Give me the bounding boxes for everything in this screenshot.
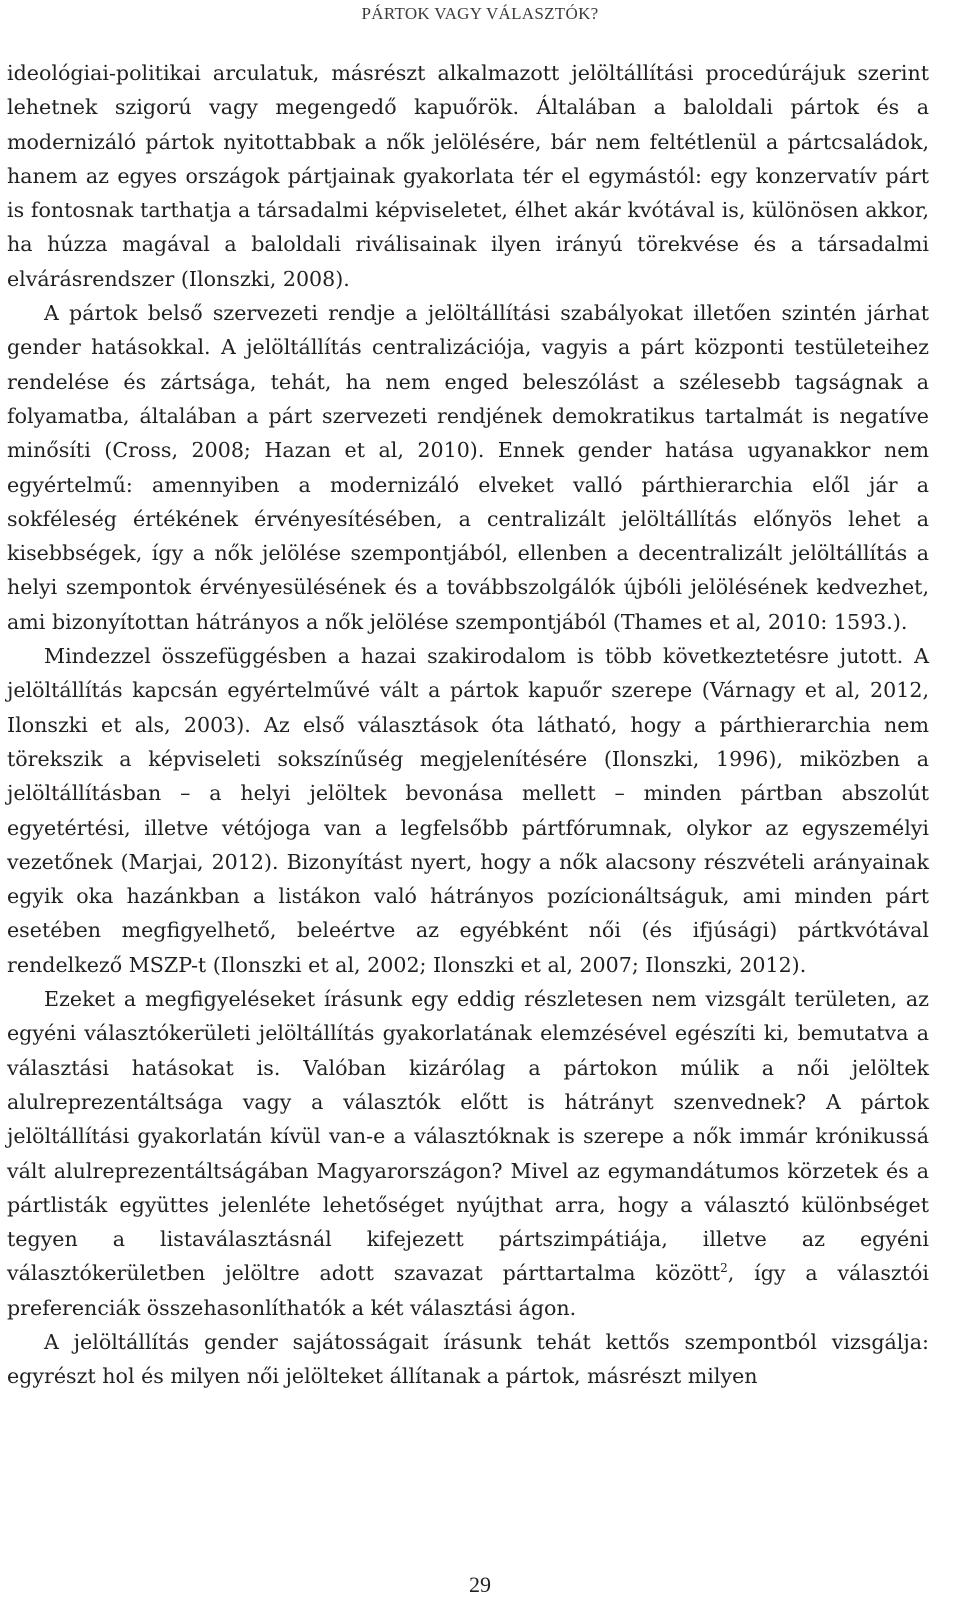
paragraph-4 — [7, 982, 929, 1325]
paragraph-4-text-after: , így a választói preferenciák összehasonlíthatók a két választási ágon. — [7, 1261, 929, 1320]
paragraph-4-text: Ezeket a megfigyeléseket írásunk egy eddig részletesen nem vizsgált területen, az egyéni választókerületi jelöltállítás gyakorlatának elemzésével egészíti ki, bemutatva a választási hatásokat is. Valóban kizárólag a pártokon múlik a női jelöltek alulreprezentáltsága vagy a választók előtt is hátrányt szenvednek? A pártok jelöltállítási gyakorlatán kívül van-e a választóknak is szerepe a nők immár krónikussá vált alulreprezentáltságában Magyarországon? Mivel az egymandátumos körzetek és a pártlisták együttes jelenléte lehetőséget nyújthat arra, hogy a választó különbséget tegyen a listaválasztásnál kifejezett pártszimpátiája, illetve az egyéni választókerületben jelöltre adott szavazat párttartalma között — [7, 987, 929, 1286]
paragraph-3: Mindezzel összefüggésben a hazai szakirodalom is több következtetésre jutott. A jelöltállítás kapcsán egyértelművé vált a pártok kapuőr szerepe (Várnagy et al, 2012, Ilonszki et als, 2003). Az első választások óta látható, hogy a párthierarchia nem törekszik a képviseleti sokszínűség megjelenítésére (Ilonszki, 1996), miközben a jelöltállításban – a helyi jelöltek bevonása mellett – minden pártban abszolút egyetértési, illetve vétójoga van a legfelsőbb pártfórumnak, olykor az egyszemélyi vezetőnek (Marjai, 2012). Bizonyítást nyert, hogy a nők alacsony részvételi arányainak egyik oka hazánkban a listákon való hátrányos pozícionáltságuk, ami minden párt esetében megfigyelhető, beleértve az egyébként női (és ifjúsági) pártkvótával rendelkező MSZP-t (Ilonszki et al, 2002; Ilonszki et al, 2007; Ilonszki, 2012). — [7, 644, 929, 977]
page-number: 29 — [469, 1572, 491, 1597]
body-text — [7, 56, 929, 1394]
paragraph-1: ideológiai-politikai arculatuk, másrészt alkalmazott jelöltállítási procedúrájuk szerint lehetnek szigorú vagy megengedő kapuőrök. Általában a baloldali pártok és a modernizáló pártok nyitottabbak a nők jelölésére, bár nem feltétlenül a pártcsaládok, hanem az egyes országok pártjainak gyakorlata tér el egymástól: egy konzervatív párt is fontosnak tarthatja a társadalmi képviseletet, élhet akár kvótával is, különösen akkor, ha húzza magával a baloldali riválisainak ilyen irányú törekvése és a társadalmi elvárásrendszer (Ilonszki, 2008). — [7, 61, 929, 291]
paragraph-2: A pártok belső szervezeti rendje a jelöltállítási szabályokat illetően szintén járhat gender hatásokkal. A jelöltállítás centralizációja, vagyis a párt központi testületeihez rendelése és zártsága, tehát, ha nem enged beleszólást a szélesebb tagságnak a folyamatba, általában a párt szervezeti rendjének demokratikus tartalmát is negatíve minősíti (Cross, 2008; Hazan et al, 2010). Ennek gender hatása ugyanakkor nem egyértelmű: amennyiben a modernizáló elveket valló párthierarchia elől jár a sokféleség értékének érvényesítésében, a centralizált jelöltállítás előnyös lehet a kisebbségek, így a nők jelölése szempontjából, ellenben a decentralizált jelöltállítás a helyi szempontok érvényesülésének és a továbbszolgálók újbóli jelölésének kedvezhet, ami bizonyítottan hátrányos a nők jelölése szempontjából (Thames et al, 2010: 1593.). — [7, 301, 929, 634]
paragraph-5: A jelöltállítás gender sajátosságait írásunk tehát kettős szempontból vizsgálja: egyrészt hol és milyen női jelölteket állítanak a pártok, másrészt milyen — [7, 1329, 929, 1389]
running-head: PÁRTOK VAGY VÁLASZTÓK? — [361, 4, 599, 23]
footnote-ref[interactable]: 2 — [720, 1261, 728, 1276]
